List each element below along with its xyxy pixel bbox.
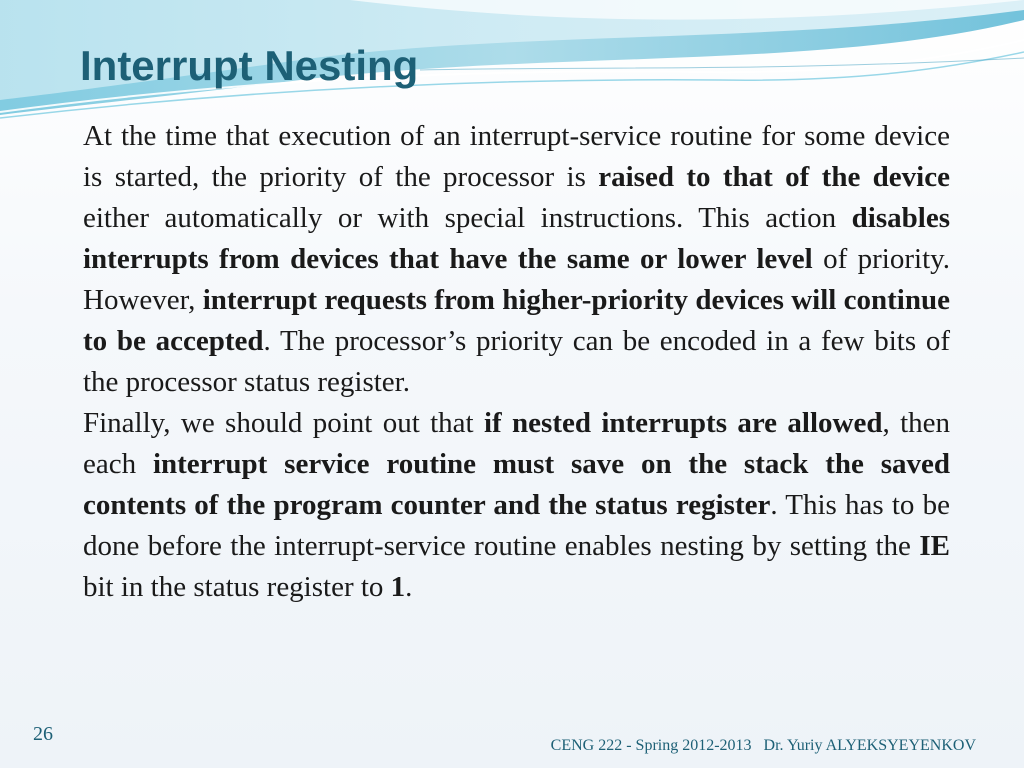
slide-body xyxy=(83,116,950,608)
text-run: . The processor’s priority can be encoded in a few bits of the processor status register. xyxy=(83,325,950,398)
bold-text-run: raised to that of the device xyxy=(598,161,950,193)
slide-title: Interrupt Nesting xyxy=(80,42,419,89)
bold-text-run: interrupt service routine must save on the stack the saved contents of the program counter and the status register xyxy=(83,448,950,521)
text-run: . xyxy=(405,571,413,603)
bold-text-run: IE xyxy=(919,530,950,562)
text-run: bit in the status register to xyxy=(83,571,391,603)
text-run: , then each xyxy=(83,407,950,480)
bold-text-run: if nested interrupts are allowed xyxy=(483,407,883,439)
bold-text-run: disables interrupts from devices that have the same or lower level xyxy=(83,202,950,275)
paragraph xyxy=(83,403,950,608)
page-number: 26 xyxy=(33,723,53,745)
bold-text-run: 1 xyxy=(390,571,406,603)
text-run: either automatically or with special instructions. This action xyxy=(83,202,852,234)
footer-text: CENG 222 - Spring 2012-2013 Dr. Yuriy ALYEKSYEYENKOV xyxy=(550,737,976,754)
bold-text-run: interrupt requests from higher-priority devices will continue to be accepted xyxy=(83,284,950,357)
text-run: Finally, we should point out that xyxy=(83,407,484,439)
text-run: At the time that execution of an interrupt-service routine for some device is started, the priority of the processor is xyxy=(83,120,950,193)
text-run: of priority. However, xyxy=(83,243,950,316)
paragraph xyxy=(83,116,950,403)
text-run: . This has to be done before the interrupt-service routine enables nesting by setting the xyxy=(83,489,950,562)
